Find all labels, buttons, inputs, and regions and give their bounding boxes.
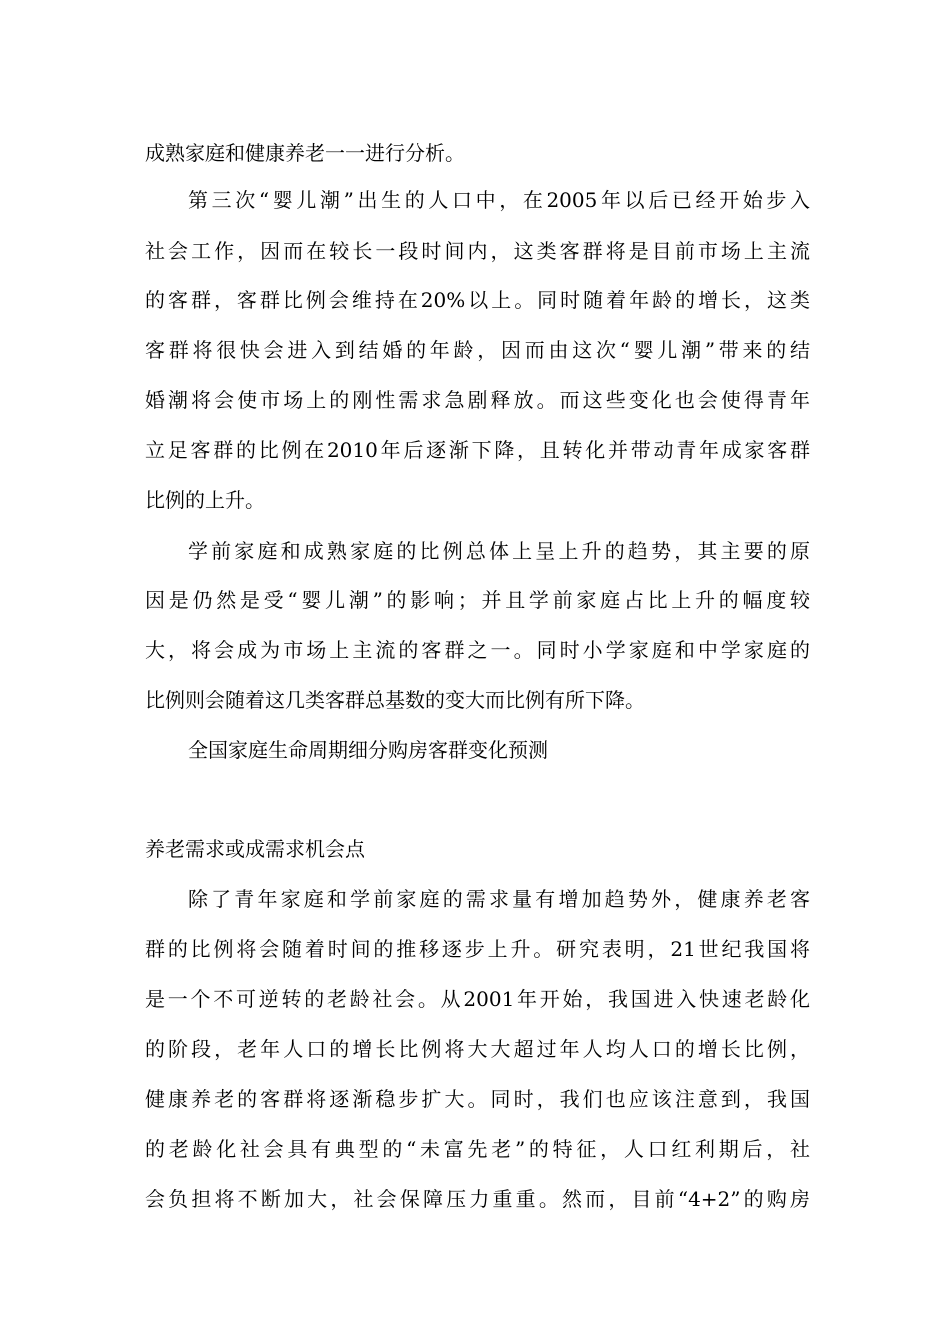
paragraph-line-15: 是一个不可逆转的老龄社会。从2001年开始，我国进入快速老龄化 [145,987,810,1011]
paragraph-line-4: 的客群，客群比例会维持在20%以上。同时随着年龄的增长，这类 [145,288,810,312]
paragraph-line-11: 大，将会成为市场上主流的客群之一。同时小学家庭和中学家庭的 [145,638,810,662]
paragraph-line-18: 的老龄化社会具有典型的“未富先老”的特征，人口红利期后，社 [145,1137,810,1161]
paragraph-line-2: 第三次“婴儿潮”出生的人口中，在2005年以后已经开始步入 [188,188,810,212]
paragraph-line-13: 除了青年家庭和学前家庭的需求量有增加趋势外，健康养老客 [188,887,810,911]
figure-caption: 全国家庭生命周期细分购房客群变化预测 [188,738,548,762]
paragraph-line-3: 社会工作，因而在较长一段时间内，这类客群将是目前市场上主流 [145,239,810,263]
paragraph-line-9: 学前家庭和成熟家庭的比例总体上呈上升的趋势，其主要的原 [188,539,810,563]
paragraph-line-14: 群的比例将会随着时间的推移逐步上升。研究表明，21世纪我国将 [145,937,810,961]
section-heading: 养老需求或成需求机会点 [145,837,365,861]
paragraph-line-16: 的阶段，老年人口的增长比例将大大超过年人均人口的增长比例， [145,1037,810,1061]
paragraph-line-7: 立足客群的比例在2010年后逐渐下降，且转化并带动青年成家客群 [145,438,810,462]
paragraph-line-12: 比例则会随着这几类客群总基数的变大而比例有所下降。 [145,688,645,712]
paragraph-line-17: 健康养老的客群将逐渐稳步扩大。同时，我们也应该注意到，我国 [145,1087,810,1111]
paragraph-line-6: 婚潮将会使市场上的刚性需求急剧释放。而这些变化也会使得青年 [145,388,810,412]
paragraph-line-19: 会负担将不断加大，社会保障压力重重。然而，目前“4+2”的购房 [145,1187,810,1211]
paragraph-line-8: 比例的上升。 [145,488,265,512]
paragraph-line-5: 客群将很快会进入到结婚的年龄，因而由这次“婴儿潮”带来的结 [145,338,810,362]
paragraph-line-1: 成熟家庭和健康养老一一进行分析。 [145,141,465,165]
paragraph-line-10: 因是仍然是受“婴儿潮”的影响；并且学前家庭占比上升的幅度较 [145,588,810,612]
